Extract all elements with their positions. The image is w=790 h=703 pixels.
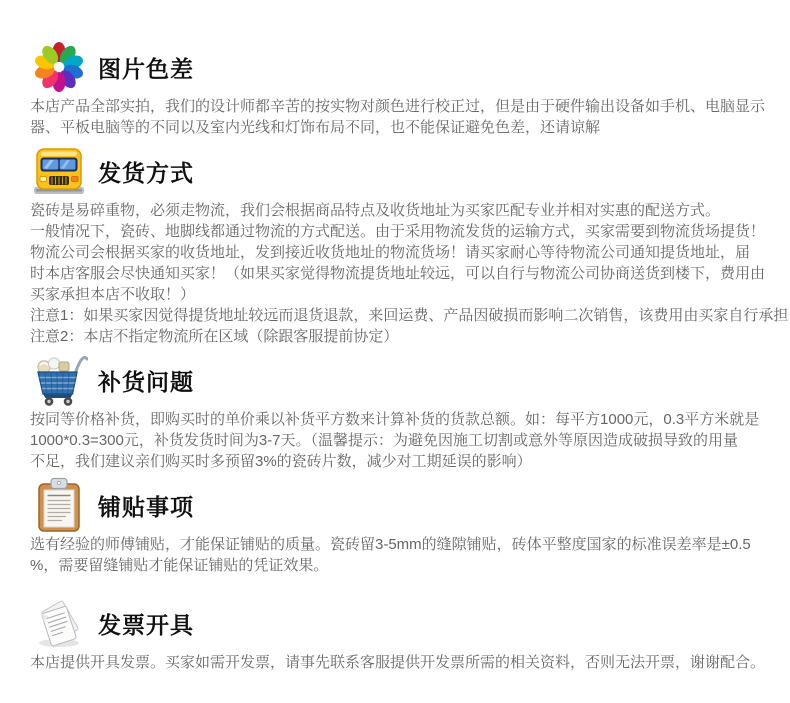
pinwheel-icon	[30, 40, 88, 94]
text-line: 买家承担本店不收取！）	[30, 286, 196, 303]
text-line: 不足，我们建议亲们购买时多预留3%的瓷砖片数，减少对工期延误的影响）	[30, 453, 532, 470]
text-line: 瓷砖是易碎重物，必须走物流，我们会根据商品特点及收货地址为买家匹配专业并相对实惠的配送方式。	[30, 202, 721, 219]
shopping-cart-icon	[30, 353, 88, 407]
section-body	[30, 534, 772, 576]
section-title: 发票开具	[98, 611, 194, 638]
section-title: 发货方式	[98, 159, 194, 186]
section-body	[30, 409, 772, 472]
text-line: 一般情况下，瓷砖、地脚线都通过物流的方式配送。由于采用物流发货的运输方式，买家需要到物流货场提货！	[30, 223, 766, 240]
text-line: 注意1：如果买家因觉得提货地址较远而退货退款，来回运费、产品因破损而影响二次销售，该费用由买家自行承担	[30, 307, 789, 324]
section-invoice	[30, 596, 772, 673]
section-body	[30, 652, 772, 673]
section-restock	[30, 353, 772, 472]
text-line: 时本店客服会尽快通知买家！（如果买家觉得物流提货地址较远，可以自行与物流公司协商送货到楼下，费用由	[30, 265, 766, 282]
section-title: 图片色差	[98, 55, 194, 82]
section-header	[30, 596, 772, 650]
section-header	[30, 478, 772, 532]
section-title: 铺贴事项	[98, 493, 194, 520]
section-shipping-method	[30, 144, 789, 347]
clipboard-icon	[30, 478, 88, 532]
text-line: 物流公司会根据买家的收货地址，发到接近收货地址的物流货场！请买家耐心等待物流公司通知提货地址，届	[30, 244, 751, 261]
section-tiling-notes	[30, 478, 772, 576]
text-line: 器、平板电脑等的不同以及室内光线和灯饰布局不同，也不能保证避免色差，还请谅解	[30, 119, 601, 136]
section-body	[30, 200, 789, 347]
text-line: 1000*0.3=300元，补货发货时间为3-7天。（温馨提示：为避免因施工切割或意外等原因造成破损导致的用量	[30, 432, 739, 449]
section-header	[30, 144, 772, 198]
section-color-difference	[30, 40, 772, 138]
section-header	[30, 353, 772, 407]
section-body	[30, 96, 772, 138]
text-line: 按同等价格补货，即购买时的单价乘以补货平方数来计算补货的货款总额。如：每平方1000元，0.3平方米就是	[30, 411, 760, 428]
text-line: 本店产品全部实拍，我们的设计师都辛苦的按实物对颜色进行校正过，但是由于硬件输出设备如手机、电脑显示	[30, 98, 766, 115]
section-header	[30, 40, 772, 94]
text-line: %，需要留缝铺贴才能保证铺贴的凭证效果。	[30, 557, 329, 574]
text-line: 注意2：本店不指定物流所在区域（除跟客服提前协定）	[30, 328, 399, 345]
section-title: 补货问题	[98, 368, 194, 395]
invoice-icon	[30, 596, 88, 650]
text-line: 选有经验的师傅铺贴，才能保证铺贴的质量。瓷砖留3-5mm的缝隙铺贴，砖体平整度国家的标准误差率是±0.5	[30, 536, 751, 553]
text-line: 本店提供开具发票。买家如需开发票，请事先联系客服提供开发票所需的相关资料，否则无法开票，谢谢配合。	[30, 654, 766, 671]
truck-icon	[30, 144, 88, 198]
